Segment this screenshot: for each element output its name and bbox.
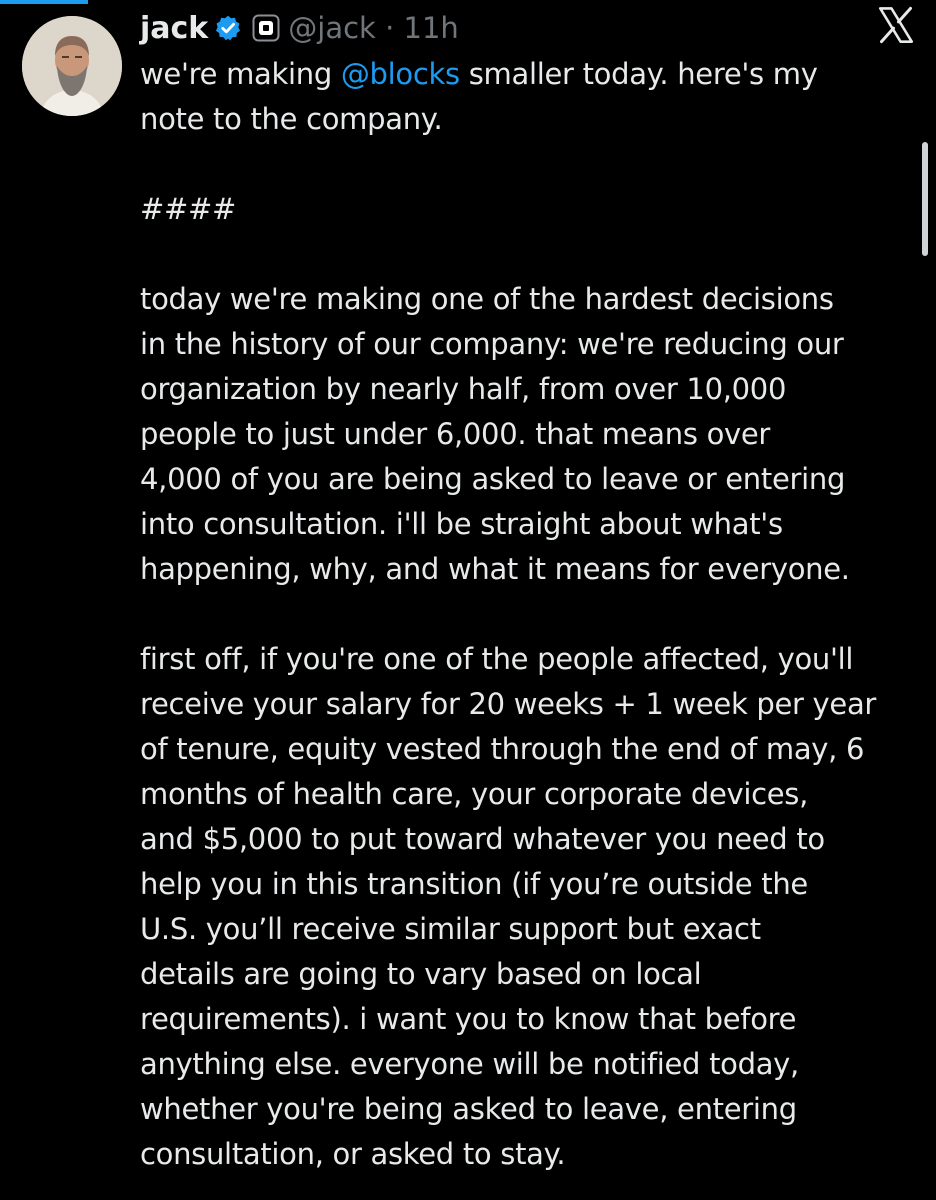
paragraph-line: months of health care, your corporate devices,: [140, 777, 809, 811]
paragraph-line: and $5,000 to put toward whatever you need to: [140, 822, 825, 856]
paragraph-gap: [140, 142, 916, 187]
paragraph-gap: [140, 232, 916, 277]
tweet-header: [140, 8, 459, 48]
section-separator: ####: [140, 192, 236, 226]
paragraph-1: [140, 277, 916, 592]
paragraph-line: into consultation. i'll be straight about what's: [140, 507, 783, 541]
paragraph-line: of tenure, equity vested through the end of may, 6: [140, 732, 865, 766]
author-name[interactable]: jack: [140, 10, 209, 46]
paragraph-line: details are going to vary based on local: [140, 957, 702, 991]
avatar-photo-icon: [22, 16, 122, 116]
intro-suffix: smaller today. here's my: [459, 57, 818, 91]
paragraph-2: [140, 637, 916, 1177]
x-logo-icon[interactable]: [875, 4, 917, 46]
scrollbar-thumb[interactable]: [922, 142, 928, 256]
paragraph-line: 4,000 of you are being asked to leave or entering: [140, 462, 846, 496]
top-accent-bar: [0, 0, 88, 4]
paragraph-line: first off, if you're one of the people affected, you'll: [140, 642, 854, 676]
paragraph-line: people to just under 6,000. that means over: [140, 417, 771, 451]
tweet-intro-line-2: note to the company.: [140, 102, 443, 136]
paragraph-line: in the history of our company: we're reducing our: [140, 327, 844, 361]
paragraph-line: organization by nearly half, from over 10,000: [140, 372, 787, 406]
tweet-text: [140, 52, 916, 1177]
paragraph-line: U.S. you’ll receive similar support but exact: [140, 912, 761, 946]
mention-link[interactable]: @blocks: [340, 57, 460, 91]
author-handle[interactable]: [288, 11, 459, 45]
paragraph-line: happening, why, and what it means for everyone.: [140, 552, 850, 586]
verified-badge-icon: [214, 14, 242, 42]
paragraph-line: anything else. everyone will be notified today,: [140, 1047, 799, 1081]
avatar[interactable]: [22, 16, 122, 116]
meta-separator: ·: [385, 11, 395, 45]
paragraph-line: today we're making one of the hardest decisions: [140, 282, 834, 316]
paragraph-line: receive your salary for 20 weeks + 1 week per year: [140, 687, 877, 721]
tweet-intro-line: [140, 52, 916, 97]
paragraph-line: consultation, or asked to stay.: [140, 1137, 566, 1171]
paragraph-gap: [140, 592, 916, 637]
square-logo-icon[interactable]: [252, 14, 280, 42]
paragraph-line: requirements). i want you to know that before: [140, 1002, 797, 1036]
paragraph-line: whether you're being asked to leave, entering: [140, 1092, 797, 1126]
timestamp[interactable]: 11h: [403, 11, 459, 45]
handle-text: @jack: [288, 11, 376, 45]
paragraph-line: help you in this transition (if you’re outside the: [140, 867, 808, 901]
intro-prefix: we're making: [140, 57, 341, 91]
